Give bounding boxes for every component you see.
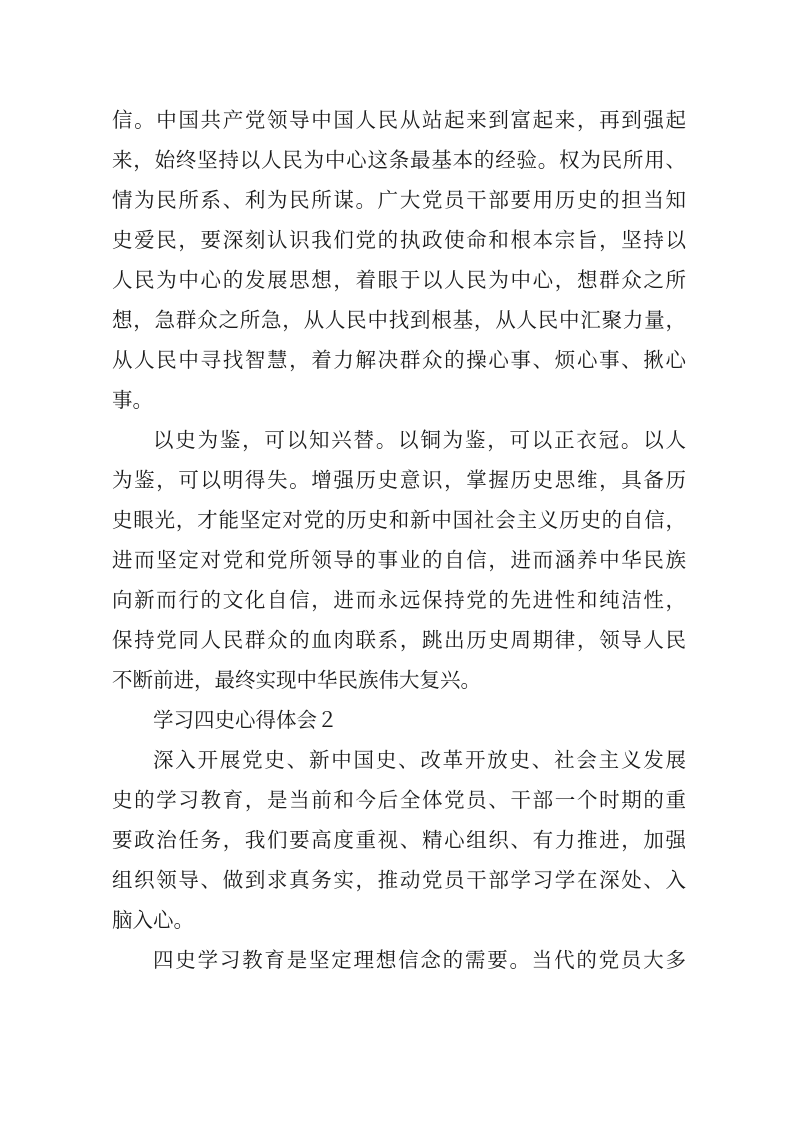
- text-line: 为鉴，可以明得失。增强历史意识，掌握历史思维，具备历: [112, 468, 686, 492]
- text-line: 史的学习教育，是当前和今后全体党员、干部一个时期的重: [112, 788, 686, 812]
- text-line: 脑入心。: [112, 908, 194, 932]
- text-line: 深入开展党史、新中国史、改革开放史、社会主义发展: [153, 748, 686, 772]
- text-line: 要政治任务，我们要高度重视、精心组织、有力推进，加强: [112, 828, 686, 852]
- text-line: 史爱民，要深刻认识我们党的执政使命和根本宗旨，坚持以: [112, 228, 686, 252]
- text-line: 组织领导、做到求真务实，推动党员干部学习学在深处、入: [112, 868, 686, 892]
- text-line: 进而坚定对党和党所领导的事业的自信，进而涵养中华民族: [112, 548, 686, 572]
- text-line: 不断前进，最终实现中华民族伟大复兴。: [112, 668, 481, 692]
- text-line: 向新而行的文化自信，进而永远保持党的先进性和纯洁性，: [112, 588, 686, 612]
- text-line: 人民为中心的发展思想，着眼于以人民为中心，想群众之所: [112, 268, 686, 292]
- text-line: 信。中国共产党领导中国人民从站起来到富起来，再到强起: [112, 108, 686, 132]
- text-line: 事。: [112, 388, 153, 412]
- text-line: 想，急群众之所急，从人民中找到根基，从人民中汇聚力量，: [112, 308, 686, 332]
- document-body: [112, 100, 686, 980]
- text-line: 学习四史心得体会２: [153, 708, 338, 732]
- text-line: 史眼光，才能坚定对党的历史和新中国社会主义历史的自信，: [112, 508, 686, 532]
- text-line: 四史学习教育是坚定理想信念的需要。当代的党员大多: [153, 948, 686, 972]
- text-line: 以史为鉴，可以知兴替。以铜为鉴，可以正衣冠。以人: [153, 428, 686, 452]
- text-line: 保持党同人民群众的血肉联系，跳出历史周期律，领导人民: [112, 628, 686, 652]
- text-line: 从人民中寻找智慧，着力解决群众的操心事、烦心事、揪心: [112, 348, 686, 372]
- text-line: 来，始终坚持以人民为中心这条最基本的经验。权为民所用、: [112, 148, 686, 172]
- text-line: 情为民所系、利为民所谋。广大党员干部要用历史的担当知: [112, 188, 686, 212]
